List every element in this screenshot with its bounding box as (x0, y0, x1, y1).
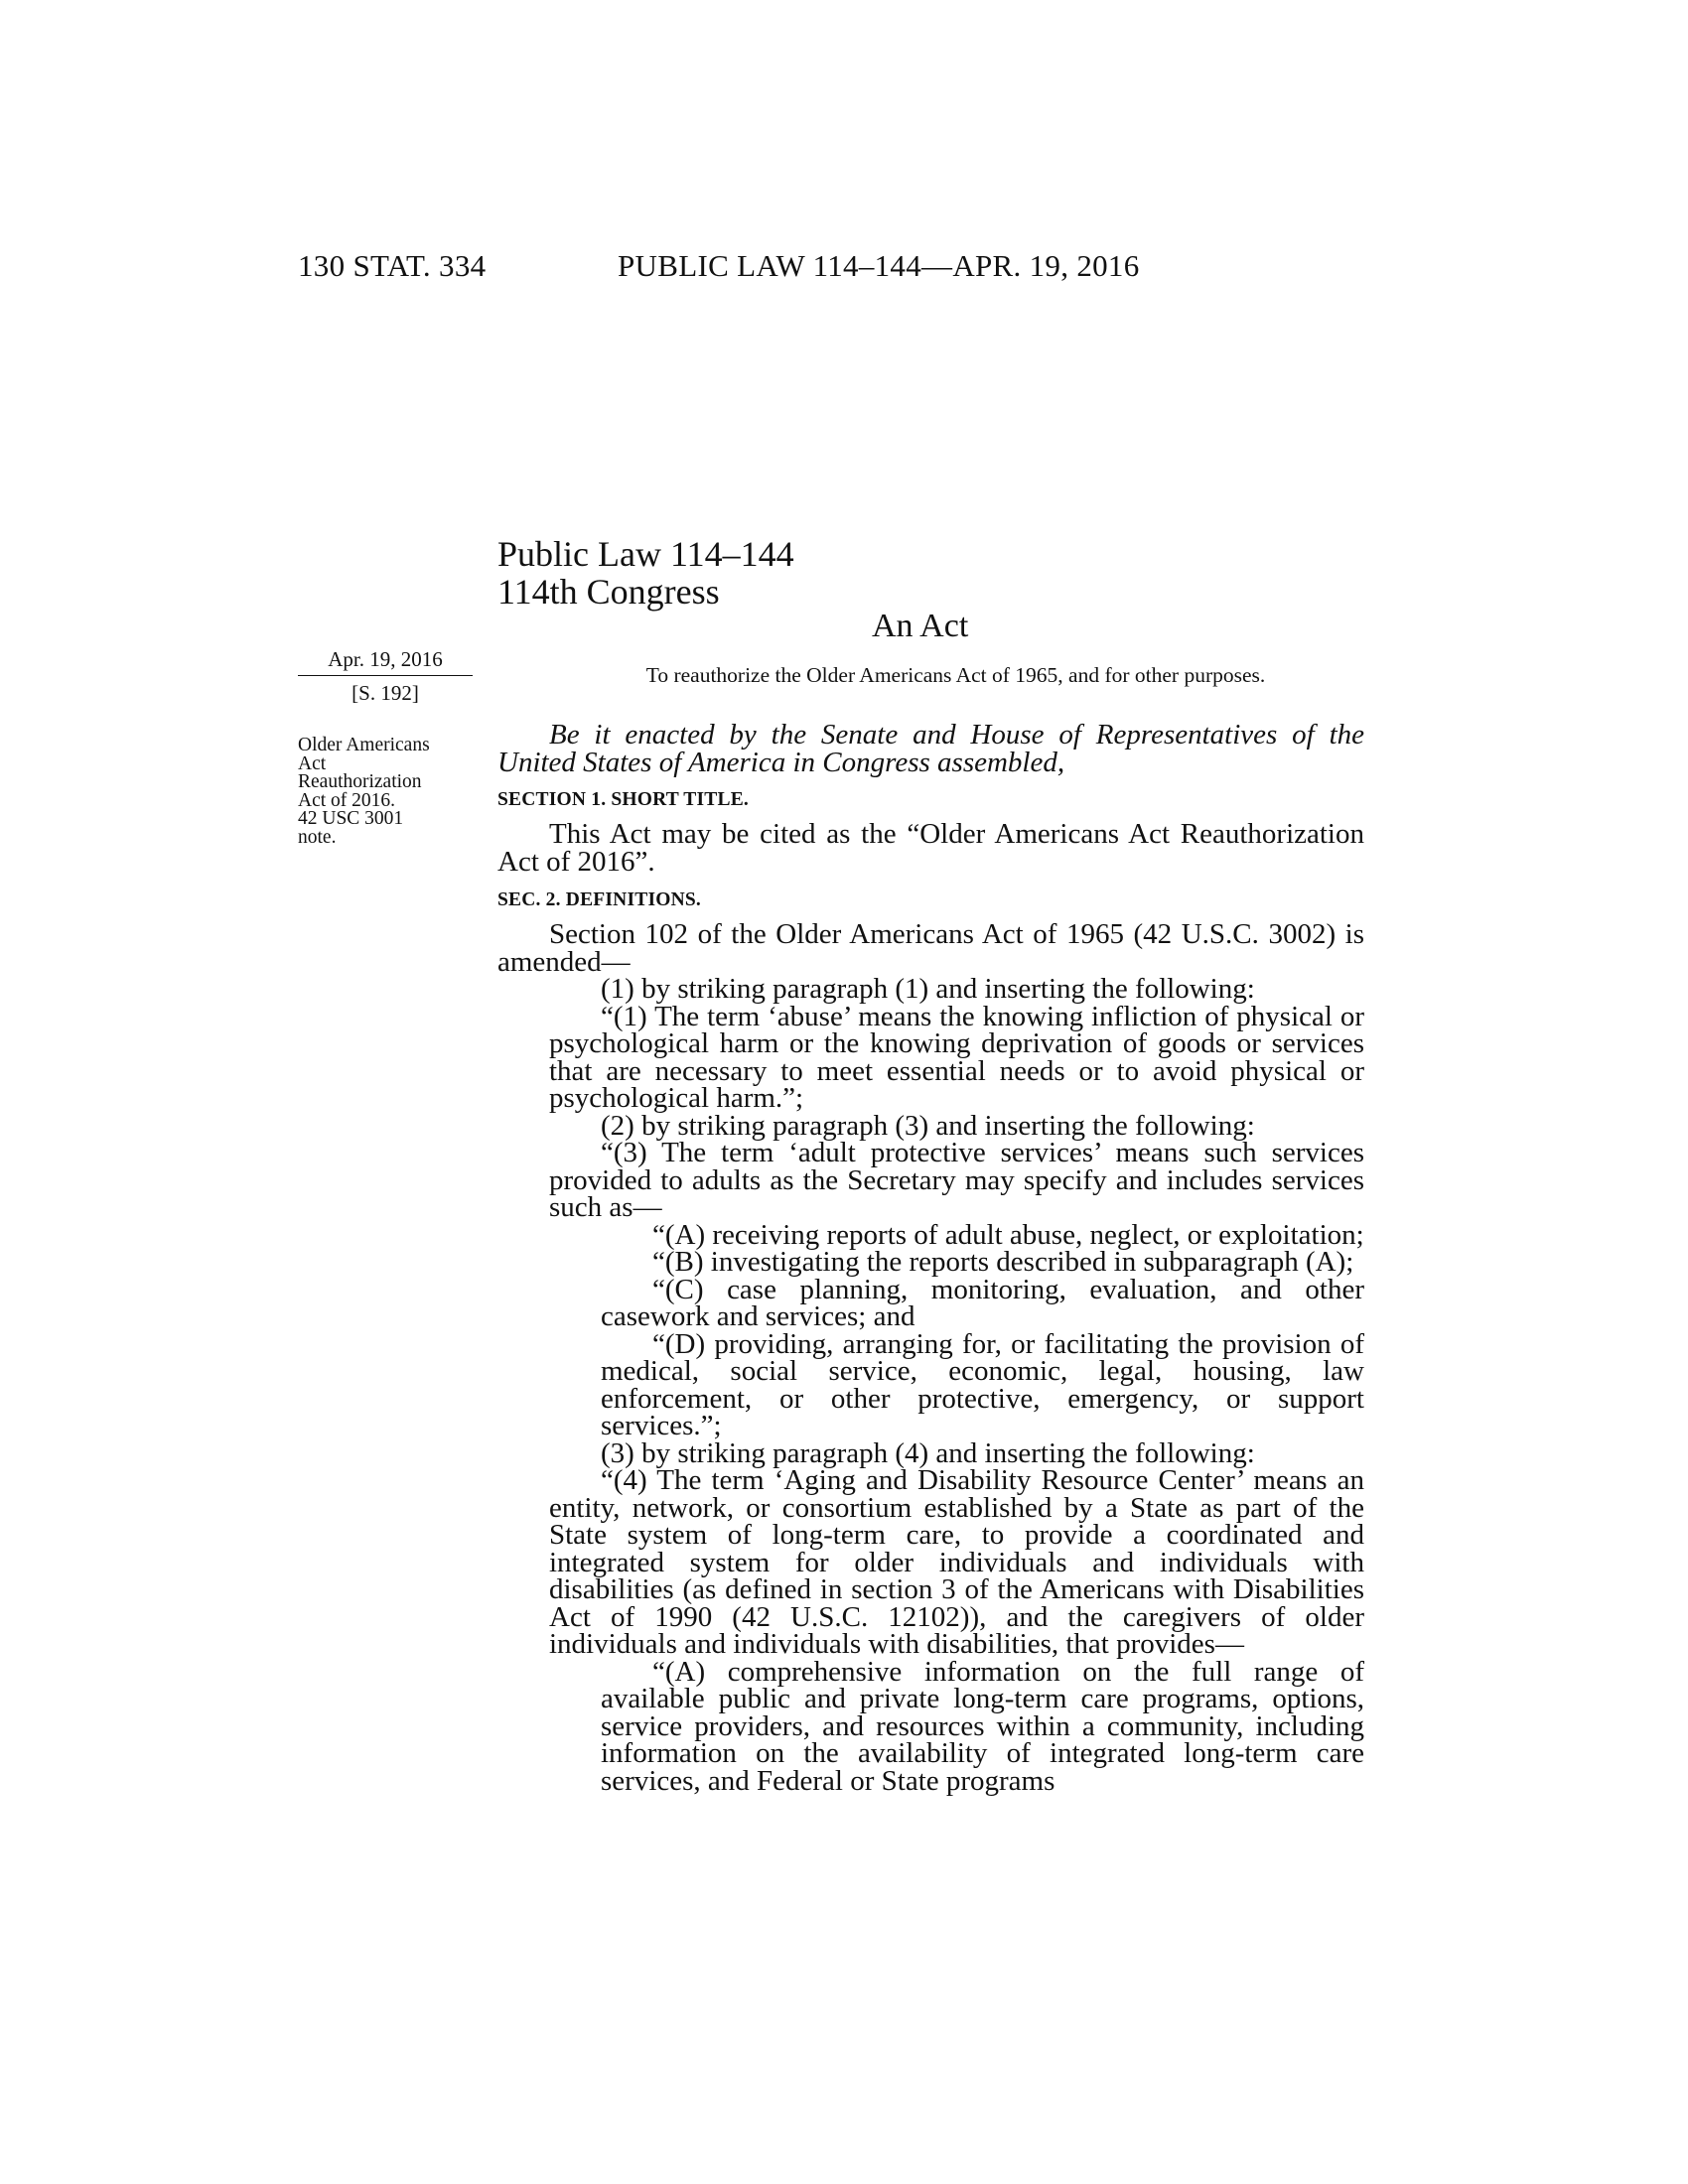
section-1-text: This Act may be cited as the “Older Americans Act Reauthorization Act of 2016”. (497, 818, 1364, 878)
section-2-intro: Section 102 of the Older Americans Act of 1965 (42 U.S.C. 3002) is amended— (497, 918, 1364, 978)
margin-note-line: 42 USC 3001 (298, 808, 404, 829)
margin-note-line: Reauthorization (298, 771, 422, 792)
enacting-clause: Be it enacted by the Senate and House of Representatives of the United States of America in Congress assembled, (497, 719, 1364, 778)
definition-abuse: “(1) The term ‘abuse’ means the knowing infliction of physical or psychological harm or the knowing deprivation of goods or services that are necessary to meet essential needs or to avoid physical or psychological harm.”; (549, 1000, 1364, 1114)
amendment-instruction-2: (2) by striking paragraph (3) and inserting the following: (601, 1109, 1255, 1142)
section-1-heading: SECTION 1. SHORT TITLE. (497, 789, 749, 810)
law-body (497, 663, 1364, 1795)
congress-number: 114th Congress (497, 572, 720, 612)
subparagraph-a: “(A) comprehensive information on the full range of available public and private long-term care programs, options, service providers, and resources within a community, including information on the availability of integrated long-term care services, and Federal or State programs (601, 1655, 1364, 1797)
act-purpose: To reauthorize the Older Americans Act of 1965, and for other purposes. (645, 663, 1266, 687)
public-law-title: Public Law 114–144 (497, 534, 794, 574)
subparagraph-c: “(C) case planning, monitoring, evaluation, and other casework and services; and (601, 1273, 1364, 1332)
margin-note-line: Act (298, 752, 327, 774)
amendment-instruction-1: (1) by striking paragraph (1) and inserting the following: (601, 973, 1255, 1005)
enactment-date: Apr. 19, 2016 (298, 647, 473, 676)
page-stat-number: 130 STAT. 334 (298, 248, 487, 283)
subparagraph-d: “(D) providing, arranging for, or facilitating the provision of medical, social service, economic, legal, housing, law enforcement, or other protective, emergency, or support services.”; (601, 1327, 1364, 1441)
margin-notes (298, 737, 477, 847)
subparagraph-b: “(B) investigating the reports described in subparagraph (A); (652, 1246, 1354, 1278)
margin-note-line: note. (298, 826, 337, 848)
amendment-instruction-3: (3) by striking paragraph (4) and inserting the following: (601, 1436, 1255, 1469)
subparagraph-a: “(A) receiving reports of adult abuse, neglect, or exploitation; (652, 1218, 1364, 1251)
definition-adrc: “(4) The term ‘Aging and Disability Resource Center’ means an entity, network, or consortium established by a State as part of the State system of long-term care, to provide a coordinated and integrated system for older individuals and individuals with disabilities (as defined in section 3 of the Americans with Disabilities Act of 1990 (42 U.S.C. 12102)), and the caregivers of older individuals and individuals with disabilities, that provides— (549, 1464, 1364, 1660)
act-heading: An Act (872, 608, 969, 644)
section-2-heading: SEC. 2. DEFINITIONS. (497, 889, 702, 910)
bill-number: [S. 192] (352, 681, 419, 705)
margin-note-line: Older Americans (298, 735, 430, 755)
definition-adult-protective-services: “(3) The term ‘adult protective services’ means such services provided to adults as the Secretary may specify and includes services such as— (549, 1137, 1364, 1223)
margin-note-line: Act of 2016. (298, 789, 396, 811)
running-header: PUBLIC LAW 114–144—APR. 19, 2016 (618, 248, 1140, 283)
enactment-date-block (298, 647, 473, 706)
